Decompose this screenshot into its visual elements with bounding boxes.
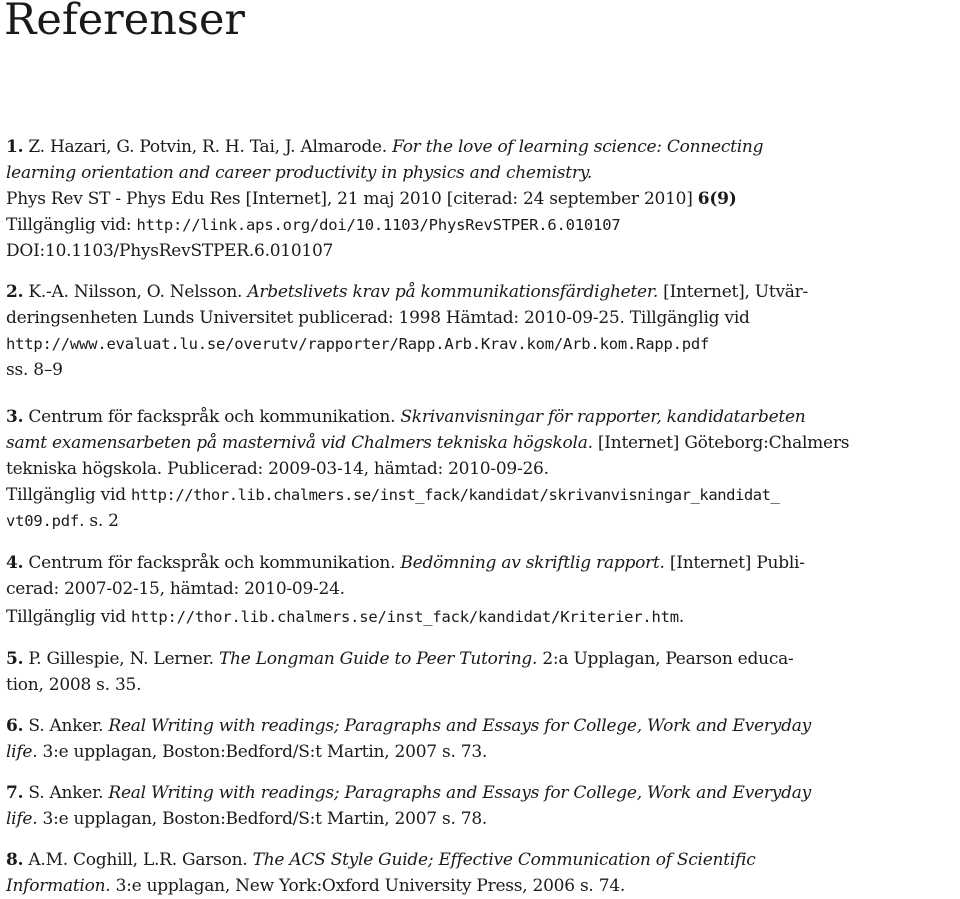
reference-availability: Tillgänglig vid:: [6, 215, 137, 235]
reference-1-line-2: [6, 160, 592, 186]
reference-2-line-4: [6, 357, 63, 383]
reference-end-period: .: [678, 607, 685, 627]
reference-doi: DOI:10.1103/PhysRevSTPER.6.010107: [6, 241, 334, 261]
reference-title: Real Writing with readings; Paragraphs and Essays for College, Work and Everyday: [108, 783, 811, 803]
reference-details: [Internet] Publi-: [664, 553, 805, 573]
reference-details: deringsenheten Lunds Universitet publicerad: 1998 Hämtad: 2010-09-25. Tillgänglig vid: [6, 308, 750, 328]
reference-details: 3:e upplagan, Boston:Bedford/S:t Martin, 2007 s. 78.: [37, 809, 488, 829]
page-title: Referenser: [4, 0, 245, 45]
reference-pages: . s. 2: [79, 511, 119, 531]
reference-authors: K.-A. Nilsson, O. Nelsson.: [23, 282, 248, 302]
reference-number: 5.: [6, 649, 24, 669]
reference-authors: S. Anker.: [23, 716, 109, 736]
reference-title: Arbetslivets krav på kommunikationsfärdigheter.: [247, 282, 659, 302]
reference-authors: P. Gillespie, N. Lerner.: [23, 649, 219, 669]
reference-availability: Tillgänglig vid: [6, 607, 131, 627]
reference-7-line-1: [6, 780, 811, 806]
reference-source: Phys Rev ST - Phys Edu Res [Internet], 21 maj 2010 [citerad: 24 september 2010]: [6, 189, 698, 209]
reference-url-link[interactable]: http://www.evaluat.lu.se/overutv/rapporter/Rapp.Arb.Krav.kom/Arb.kom.Rapp.pdf: [6, 335, 710, 353]
reference-title: life.: [6, 742, 38, 762]
reference-number: 3.: [6, 407, 24, 427]
reference-title: Information.: [6, 876, 111, 896]
reference-title: The Longman Guide to Peer Tutoring.: [218, 649, 538, 669]
reference-title: Real Writing with readings; Paragraphs and Essays for College, Work and Everyday: [108, 716, 811, 736]
reference-details: 2:a Upplagan, Pearson educa-: [537, 649, 794, 669]
reference-details: 3:e upplagan, New York:Oxford University Press, 2006 s. 74.: [110, 876, 626, 896]
reference-3-line-2: [6, 430, 849, 456]
reference-volume: 6(9): [697, 189, 737, 209]
reference-details: cerad: 2007-02-15, hämtad: 2010-09-24.: [6, 579, 345, 599]
reference-1-line-3: [6, 186, 737, 212]
reference-8-line-1: [6, 847, 756, 873]
reference-4-line-1: [6, 550, 805, 576]
reference-3-line-4: [6, 482, 779, 508]
reference-authors: Centrum för fackspråk och kommunikation.: [23, 553, 401, 573]
reference-8-line-2: [6, 873, 625, 899]
reference-url-link[interactable]: http://link.aps.org/doi/10.1103/PhysRevSTPER.6.010107: [136, 216, 621, 234]
reference-authors: S. Anker.: [23, 783, 109, 803]
reference-2-line-3: [6, 331, 709, 357]
reference-5-line-2: [6, 672, 141, 698]
reference-6-line-1: [6, 713, 811, 739]
reference-number: 1.: [6, 137, 24, 157]
reference-details: [Internet], Utvär-: [658, 282, 809, 302]
reference-authors: A.M. Coghill, L.R. Garson.: [23, 850, 253, 870]
reference-details: tekniska högskola. Publicerad: 2009-03-14, hämtad: 2010-09-26.: [6, 459, 549, 479]
reference-authors: Z. Hazari, G. Potvin, R. H. Tai, J. Almarode.: [23, 137, 393, 157]
reference-title: Bedömning av skriftlig rapport.: [400, 553, 665, 573]
reference-number: 8.: [6, 850, 24, 870]
reference-title: For the love of learning science: Connecting: [392, 137, 764, 157]
reference-title: life.: [6, 809, 38, 829]
reference-number: 2.: [6, 282, 24, 302]
reference-3-line-3: [6, 456, 549, 482]
reference-3-line-5: [6, 508, 119, 534]
reference-7-line-2: [6, 806, 487, 832]
reference-details: 3:e upplagan, Boston:Bedford/S:t Martin, 2007 s. 73.: [37, 742, 488, 762]
reference-title: Skrivanvisningar för rapporter, kandidatarbeten: [400, 407, 806, 427]
reference-availability: Tillgänglig vid: [6, 485, 131, 505]
reference-6-line-2: [6, 739, 487, 765]
reference-2-line-1: [6, 279, 808, 305]
reference-url-link[interactable]: http://thor.lib.chalmers.se/inst_fack/kandidat/Kriterier.htm: [131, 608, 679, 626]
reference-details: [Internet] Göteborg:Chalmers: [592, 433, 850, 453]
reference-4-line-2: [6, 576, 345, 602]
reference-4-line-3: [6, 604, 684, 630]
reference-3-line-1: [6, 404, 806, 430]
reference-1-line-1: [6, 134, 763, 160]
reference-1-line-4: [6, 212, 620, 238]
reference-number: 7.: [6, 783, 24, 803]
reference-title: samt examensarbeten på masternivå vid Chalmers tekniska högskola.: [6, 433, 593, 453]
reference-1-line-5: [6, 238, 333, 264]
reference-number: 6.: [6, 716, 24, 736]
reference-title: The ACS Style Guide; Effective Communication of Scientific: [252, 850, 756, 870]
reference-details: tion, 2008 s. 35.: [6, 675, 142, 695]
reference-url-link[interactable]: vt09.pdf: [6, 512, 80, 530]
reference-url-link[interactable]: http://thor.lib.chalmers.se/inst_fack/kandidat/skrivanvisningar_kandidat_: [131, 486, 780, 504]
reference-5-line-1: [6, 646, 793, 672]
reference-pages: ss. 8–9: [6, 360, 63, 380]
reference-title: learning orientation and career productivity in physics and chemistry.: [6, 163, 592, 183]
reference-authors: Centrum för fackspråk och kommunikation.: [23, 407, 401, 427]
reference-2-line-2: [6, 305, 750, 331]
reference-number: 4.: [6, 553, 24, 573]
